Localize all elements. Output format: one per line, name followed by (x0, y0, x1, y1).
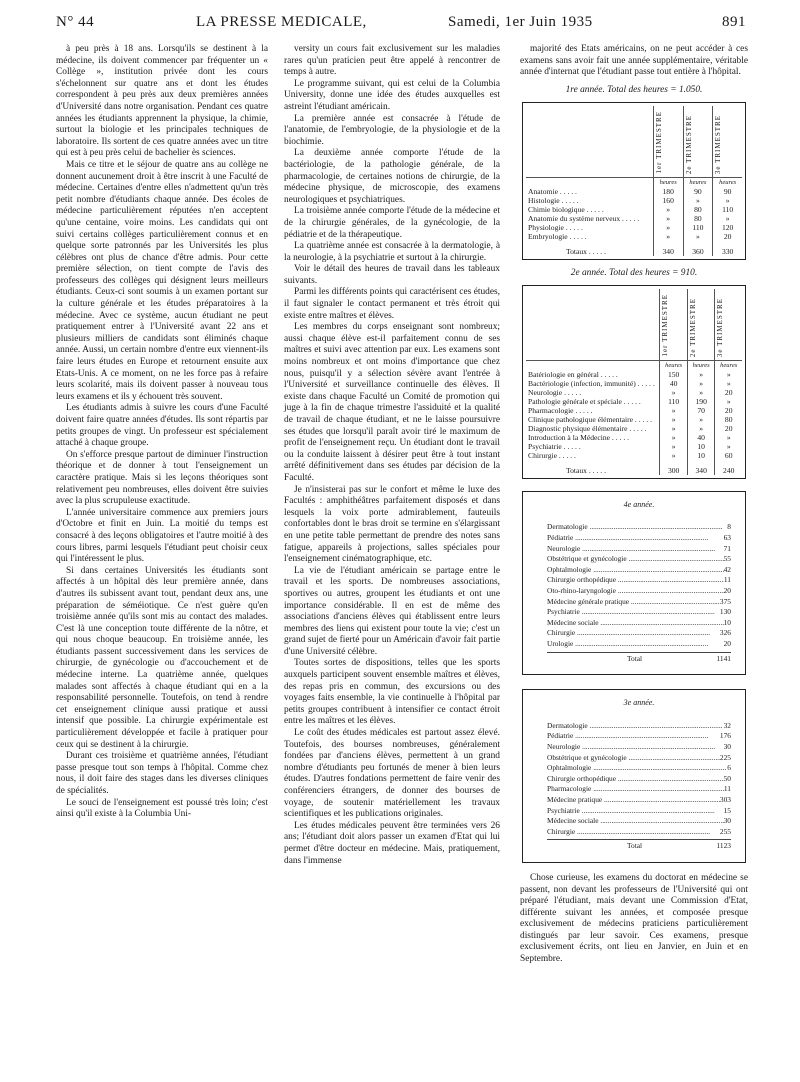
hours-value: 255 (719, 826, 731, 836)
totals-row: Totaux . . . . . 340 360 330 (526, 241, 742, 256)
table-row (526, 223, 742, 232)
hours-cell: 40 (660, 379, 688, 388)
paragraph: Les étudiants admis à suivre les cours d'une Faculté doivent faire quatre années d'études. Ils sont répartis par petits groupes de vingt. Un professeur est spécialement attaché à chaque groupe. (56, 403, 268, 449)
hours-cell: » (687, 424, 715, 433)
table-row (547, 618, 731, 629)
subject-label: Ophtalmologie ..... (547, 565, 724, 576)
subject-label: Chimie biologique . . . . . (528, 204, 604, 214)
table-row (547, 721, 731, 732)
paragraph: Le souci de l'enseignement est poussé très loin; c'est ainsi qu'il existe à la Columbia Uni- (56, 797, 268, 820)
hours-cell: » (687, 388, 715, 397)
hours-cell: » (713, 196, 742, 205)
trimester-header: 2e TRIMESTRE (684, 114, 693, 174)
table-third-year (522, 689, 746, 863)
hours-cell: » (653, 205, 683, 214)
hours-cell: » (660, 451, 688, 460)
hours-cell: 110 (683, 223, 713, 232)
hours-cell: 20 (715, 424, 742, 433)
trimester-header: 1er TRIMESTRE (654, 111, 663, 174)
table-row (547, 533, 731, 544)
table-row (547, 628, 731, 639)
table-row (526, 196, 742, 205)
hours-value: 8 (727, 522, 731, 532)
subject-label: Urologie ..... (547, 639, 724, 650)
total-label: Total (627, 653, 643, 663)
table-row (547, 731, 731, 742)
totals-row: Totaux . . . . . 300 340 240 (526, 460, 742, 475)
paragraph: La troisième année comporte l'étude de la médecine et de la chirurgie générales, de la gynécologie, de la pédiatrie et de la thérapeutique. (284, 206, 500, 240)
hours-cell: 70 (687, 406, 715, 415)
hours-cell: 120 (713, 223, 742, 232)
table-row (547, 753, 731, 764)
hours-cell: 190 (687, 397, 715, 406)
hours-cell: » (660, 424, 688, 433)
hours-value: 303 (719, 794, 731, 804)
paragraph: Mais ce titre et le séjour de quatre ans au collège ne donnent aucunement droit à être inscrit à une Faculté de médecine. Certaines d'entre elles n'admettent qu'un très petit nombre d'étudiants chaque année. Des écoles de médecine particulièrement réputées n'en acceptent qu'une centaine, voire moins. Les candidats qui ont suivi certains collèges particulièrement connus et en quelque sorte patronnés par les Universités les plus célèbres ont plus de chance d'être admis. Pour cette première sélection, on tient compte de l'avis des professeurs des collèges qui désignent leurs meilleurs étudiants. Ceux-ci sont soumis à un examen portant sur la culture générale et les études préparatoires à la médecine. Avec ce système, aucun étudiant ne peut pratiquement entrer à l'Université avant 22 ans et plusieurs milliers de candidats sont éliminés chaque année. Aussi, un certain nombre d'entre eux viennent-ils faire leurs études en Europe et retournent ensuite aux Etats-Unis. A ce moment, on ne les force pas à refaire leurs scolarité, mais ils doivent passer à nouveau tous leurs examens et ils y échouent très souvent. (56, 159, 268, 402)
subject-label: Médecine sociale ..... (547, 618, 724, 629)
unit-label: heures (687, 360, 715, 370)
subject-label: Médecine générale pratique ..... (547, 597, 720, 608)
hours-cell: 80 (715, 415, 742, 424)
hours-value: 30 (723, 741, 731, 751)
table-row (547, 816, 731, 827)
hours-value: 10 (723, 617, 731, 627)
table-row (547, 774, 731, 785)
subject-label: Pédiatrie ..... (547, 533, 724, 544)
subject-label: Batériologie en général . . . . . (528, 369, 618, 379)
hours-cell: » (660, 433, 688, 442)
paragraph: Les membres du corps enseignant sont nombreux; aussi chaque élève est-il parfaitement connu de ses maîtres et suivi avec attention par eux. Les examens sont moins nombreux et ont moins d'importance que chez nous, puisqu'il y a sélection sévère avant l'entrée à l'Université et surveillance continuelle des élèves. Il existe dans chaque Faculté un Comité de promotion qui juge à la fin de chaque trimestre l'assiduité et la qualité de travail de chaque étudiant, et ne le laisse poursuivre ses études que lorsqu'il paraît avoir tiré le maximum de profit de l'enseignement reçu. Un étudiant dont le travail ou la conduite laissent à désirer peut être à tout instant arrêté définitivement dans ses études par décision de la Faculté. (284, 322, 500, 483)
paragraph: Chose curieuse, les examens du doctorat en médecine se passent, non devant les professeurs de l'Université qui ont préparé l'étudiant, mais devant une Commission d'Etat, différente suivant les années, et composée presque exclusivement de médecins praticiens particulièrement distingués par leur savoir. Ces examens, presque exclusivement écrits, ont lieu en Janvier, en Juin et en Septembre. (520, 872, 748, 965)
table-row (547, 607, 731, 618)
table-second-year (522, 285, 746, 478)
subject-label: Dermatologie ..... (547, 721, 724, 732)
table-row (526, 397, 742, 406)
total-cell: 330 (713, 241, 742, 256)
hours-cell: 160 (653, 196, 683, 205)
paragraph: Voir le détail des heures de travail dans les tableaux suivants. (284, 264, 500, 286)
hours-value: 20 (723, 586, 731, 596)
subject-label: Physiologie . . . . . (528, 222, 583, 232)
paragraph: versity un cours fait exclusivement sur les maladies rares qu'un praticien peut être appelé à rencontrer de temps à autre. (284, 44, 500, 78)
hours-cell: » (715, 379, 742, 388)
totals-label: Totaux (566, 465, 587, 475)
hours-value: 20 (723, 639, 731, 648)
hours-cell: » (715, 370, 742, 379)
table-row (526, 442, 742, 451)
hours-value: 11 (723, 784, 731, 794)
paragraph: Le programme suivant, qui est celui de la Columbia University, donne une idée des études auxquelles est astreint l'étudiant américain. (284, 78, 500, 112)
subject-label: Anatomie du système nerveux . . . . . (528, 213, 640, 223)
subject-label: Médecine pratique ..... (547, 795, 720, 806)
table1-caption: 1re année. Total des heures = 1.050. (565, 84, 703, 95)
total-cell: 340 (687, 460, 715, 475)
journal-title: LA PRESSE MEDICALE, (196, 14, 367, 30)
hours-cell: » (687, 370, 715, 379)
subject-label: Psychiatrie ..... (547, 607, 720, 618)
hours-cell: 60 (715, 451, 742, 460)
table-row (526, 232, 742, 241)
table-row (547, 586, 731, 597)
table-title: 3e année. (623, 698, 655, 708)
table-row (526, 451, 742, 460)
hours-value: 50 (723, 773, 731, 783)
unit-label: heures (713, 177, 742, 187)
subject-label: Oto-rhino-laryngologie ..... (547, 586, 724, 597)
total-row (547, 839, 731, 852)
paragraph: Parmi les différents points qui caractérisent ces études, il faut signaler le contact permanent et très étroit qui existe entre maîtres et élèves. (284, 287, 500, 321)
table-title: 4e année. (623, 499, 655, 509)
total-cell: 360 (683, 241, 713, 256)
hours-cell: 110 (660, 397, 688, 406)
hours-cell: 20 (715, 406, 742, 415)
trimester-header: 2e TRIMESTRE (688, 297, 697, 357)
subject-label: Bactériologie (infection, immunité) . . . . . (528, 378, 655, 388)
hours-value: 55 (723, 554, 731, 564)
table-row (547, 795, 731, 806)
total-cell: 240 (715, 460, 742, 475)
hours-value: 176 (719, 731, 731, 741)
hours-cell: 180 (653, 187, 683, 196)
subject-label: Obstétrique et gynécologie ..... (547, 554, 724, 565)
hours-value: 225 (719, 752, 731, 762)
hours-cell: » (683, 232, 713, 241)
hours-cell: » (715, 442, 742, 451)
subject-label: Dermatologie ..... (547, 522, 727, 533)
hours-cell: » (660, 442, 688, 451)
table2-caption: 2e année. Total des heures = 910. (570, 267, 698, 278)
paragraph: La première année est consacrée à l'étude de l'anatomie, de l'embryologie, de la physiologie et de la biochimie. (284, 113, 500, 147)
hours-cell: 80 (683, 214, 713, 223)
hours-cell: » (715, 433, 742, 442)
subject-label: Histologie . . . . . (528, 195, 579, 205)
table-row (547, 742, 731, 753)
table-row (547, 639, 731, 650)
issue-date: Samedi, 1er Juin 1935 (448, 14, 593, 30)
subject-label: Introduction à la Médecine . . . . . (528, 432, 630, 442)
paragraph: Durant ces troisième et quatrième années, l'étudiant passe presque tout son temps à l'hôpital. Comme chez nous, il doit faire des stages dans les diverses cliniques de spécialités. (56, 751, 268, 796)
table-row (526, 415, 742, 424)
subject-label: Embryologie . . . . . (528, 231, 587, 241)
hours-cell: 80 (683, 205, 713, 214)
total-row (547, 652, 731, 665)
table-row (526, 379, 742, 388)
paragraph: Les études médicales peuvent être terminées vers 26 ans; l'étudiant doit alors passer un examen d'Etat qui lui permet d'être docteur en médecine. Mais, pratiquement, dans l'immense (284, 820, 500, 866)
table-row (526, 370, 742, 379)
subject-label: Obstétrique et gynécologie ..... (547, 753, 720, 764)
table-row (547, 827, 731, 838)
column-right (520, 44, 748, 966)
table-row (547, 565, 731, 576)
hours-cell: » (653, 214, 683, 223)
table-row (547, 784, 731, 795)
unit-label: heures (715, 360, 742, 370)
hours-value: 42 (723, 564, 731, 574)
hours-cell: 150 (660, 370, 688, 379)
unit-label: heures (660, 360, 688, 370)
hours-cell: 90 (713, 187, 742, 196)
hours-cell: 20 (713, 232, 742, 241)
column-middle (284, 44, 500, 867)
paragraph: Si dans certaines Universités les étudiants sont affectés à un hôpital dès leur première année, dans d'autres ils subissent avant tout, pendant deux ans, une préparation de séméiotique. Ce n'est guère qu'en troisième année qu'ils sont mis au contact des malades. C'est là une conception toute différente de la nôtre, et qui nous choque beaucoup. En troisième année, les étudiants passent successivement dans les services de chirurgie, de gynécologie ou d'accouchement et de médecine interne. La quatrième année, quelques malades sont affectés à chaque étudiant qui en a la responsabilité personnelle. Toutefois, on tend à rendre cet enseignement clinique aussi pratique et aussi intensif que possible. La chirurgie expérimentale est particulièrement développée et facile à pratiquer pour ceux qui se destinent à la chirurgie. (56, 565, 268, 750)
total-value: 1141 (716, 653, 731, 663)
paragraph: majorité des Etats américains, on ne peut accéder à ces examens sans avoir fait une année supplémentaire, véritable année d'internat que l'étudiant passe tout entière à l'hôpital. (520, 44, 748, 78)
table-row (526, 205, 742, 214)
subject-label: Chirurgie ..... (547, 628, 720, 639)
hours-cell: » (683, 196, 713, 205)
paragraph: La quatrième année est consacrée à la dermatologie, à la neurologie, à la psychiatrie et surtout à la chirurgie. (284, 241, 500, 263)
hours-cell: 90 (683, 187, 713, 196)
table-row (526, 388, 742, 397)
unit-label: heures (683, 177, 713, 187)
hours-cell: » (660, 415, 688, 424)
subject-label: Chirurgie orthopédique ..... (547, 575, 724, 586)
table-row (547, 554, 731, 565)
table-row (526, 187, 742, 196)
hours-cell: 20 (715, 388, 742, 397)
totals-label: Totaux (566, 246, 587, 256)
table-row (547, 575, 731, 586)
subject-label: Neurologie . . . . . (528, 387, 582, 397)
hours-cell: » (653, 232, 683, 241)
unit-label: heures (653, 177, 683, 187)
hours-value: 326 (719, 628, 731, 638)
subject-label: Chirurgie ..... (547, 827, 720, 838)
subject-label: Médecine sociale ..... (547, 816, 724, 827)
trimester-header: 3e TRIMESTRE (714, 114, 723, 174)
table-row (526, 424, 742, 433)
subject-label: Psychiatrie . . . . . (528, 441, 581, 451)
hours-cell: » (660, 388, 688, 397)
table-row (526, 214, 742, 223)
hours-cell: 110 (713, 205, 742, 214)
subject-label: Neurologie ..... (547, 544, 724, 555)
paragraph: à peu près à 18 ans. Lorsqu'ils se destinent à la médecine, ils doivent commencer par fréquenter un « Collège », institution privée dont les cours s'échelonnent sur quatre ans et dont les études correspondent à peu près aux deux premières années d'Université dans notre organisation. Pendant ces quatre années les étudiants apprennent la physique, la chimie, surtout la biologie et les principales techniques de laboratoire. Ils sortent de ces quatre années avec un titre qui est à peu près celui de bachelier ès sciences. (56, 44, 268, 159)
hours-value: 130 (719, 607, 731, 617)
subject-label: Ophtalmologie ..... (547, 763, 727, 774)
subject-label: Clinique pathologique élémentaire . . . . . (528, 414, 652, 424)
table-fourth-year (522, 491, 746, 675)
paragraph: Toutes sortes de dispositions, telles que les sports auxquels participent souvent ensemble maîtres et élèves, des repas pris en commun, des excursions ou des voyages faits ensemble, la vie continuelle à l'hôpital par petits groupes contribuent à intensifier ce contact étroit entre les maîtres et les élèves. (284, 658, 500, 727)
table-row (547, 544, 731, 555)
subject-label: Psychiatrie ..... (547, 806, 724, 817)
hours-cell: 10 (687, 451, 715, 460)
subject-label: Chirurgie orthopédique ..... (547, 774, 724, 785)
hours-value: 11 (723, 575, 731, 585)
table-row (526, 406, 742, 415)
table-row (526, 433, 742, 442)
subject-label: Neurologie ..... (547, 742, 724, 753)
paragraph: La vie de l'étudiant américain se partage entre le travail et les sports. De nombreuses associations, sportives ou autres, groupent les étudiants et ont une importance considérable. Il en est de même des associations d'anciens élèves qui établissent entre leurs membres des liens qui existent pour toute la vie; c'est un grand sujet de fierté pour un Américain d'avoir fait partie d'une Université célèbre. (284, 565, 500, 657)
table-row (547, 597, 731, 608)
hours-value: 71 (723, 543, 731, 553)
subject-label: Diagnostic physique élémentaire . . . . . (528, 423, 647, 433)
total-cell: 300 (660, 460, 688, 475)
hours-cell: 10 (687, 442, 715, 451)
hours-cell: » (687, 415, 715, 424)
paragraph: L'année universitaire commence aux premiers jours d'Octobre et finit en Juin. La moitié du temps est consacré à des leçons obligatoires et l'autre moitié à des cours libres, parmi lesquels l'étudiant peut choisir ceux qui l'intéressent le plus. (56, 507, 268, 565)
trimester-header: 3e TRIMESTRE (716, 297, 725, 357)
subject-label: Anatomie . . . . . (528, 186, 577, 196)
hours-value: 32 (723, 720, 731, 730)
paragraph: La deuxième année comporte l'étude de la bactériologie, de la pathologie générale, de la pharmacologie, de certaines notions de chirurgie, de la médecine physique, de microscopie, des examens neurologiques et psychiatriques. (284, 148, 500, 205)
total-label: Total (627, 841, 643, 851)
subject-label: Pharmacologie ..... (547, 784, 724, 795)
hours-cell: » (713, 214, 742, 223)
issue-number: N° 44 (56, 14, 95, 30)
hours-value: 15 (723, 805, 731, 815)
column-left (56, 44, 268, 821)
paragraph: On s'efforce presque partout de diminuer l'instruction théorique et de donner à tout l'enseignement un caractère pratique. Mais si les leçons théoriques sont relativement peu nombreuses, elles doivent être suivies avec la plus scrupuleuse exactitude. (56, 449, 268, 507)
hours-value: 6 (727, 763, 731, 773)
total-value: 1123 (716, 841, 731, 851)
subject-label: Pédiatrie ..... (547, 731, 720, 742)
hours-cell: » (715, 397, 742, 406)
table-row (547, 522, 731, 533)
paragraph: Le coût des études médicales est partout assez élevé. Toutefois, des bourses nombreuses, généralement fondées par d'anciens élèves, permettent à un grand nombre d'étudiants peu fortunés de mener à bien leurs études. D'autres fondations permettent de faire venir des conférenciers étrangers, de donner des bourses de voyage, de soutenir matériellement les travaux scientifiques et les publications originales. (284, 728, 500, 820)
trimester-header: 1er TRIMESTRE (661, 294, 670, 357)
subject-label: Pathologie générale et spéciale . . . . . (528, 396, 641, 406)
paragraph: Je n'insisterai pas sur le confort et même le luxe des Facultés : amphithéâtres parfaitement disposés et dans lesquels la voix porte admirablement, fauteuils confortables dont le bras droit se termine en s'élargissant en une petite table permettant de prendre des notes sans fatigue, appareils à projections, salles spéciales pour l'enseignement cinématographique, etc. (284, 484, 500, 565)
hours-cell: » (687, 379, 715, 388)
hours-value: 375 (719, 596, 731, 606)
subject-label: Pharmacologie . . . . . (528, 405, 593, 415)
table-first-year (522, 102, 746, 259)
running-header (56, 14, 746, 36)
page-number: 891 (722, 14, 746, 30)
hours-cell: » (653, 223, 683, 232)
subject-label: Chirurgie . . . . . (528, 450, 576, 460)
total-cell: 340 (653, 241, 683, 256)
hours-value: 63 (723, 533, 731, 543)
hours-cell: » (660, 406, 688, 415)
table-row (547, 806, 731, 817)
table-row (547, 763, 731, 774)
hours-cell: 40 (687, 433, 715, 442)
hours-value: 30 (723, 816, 731, 826)
